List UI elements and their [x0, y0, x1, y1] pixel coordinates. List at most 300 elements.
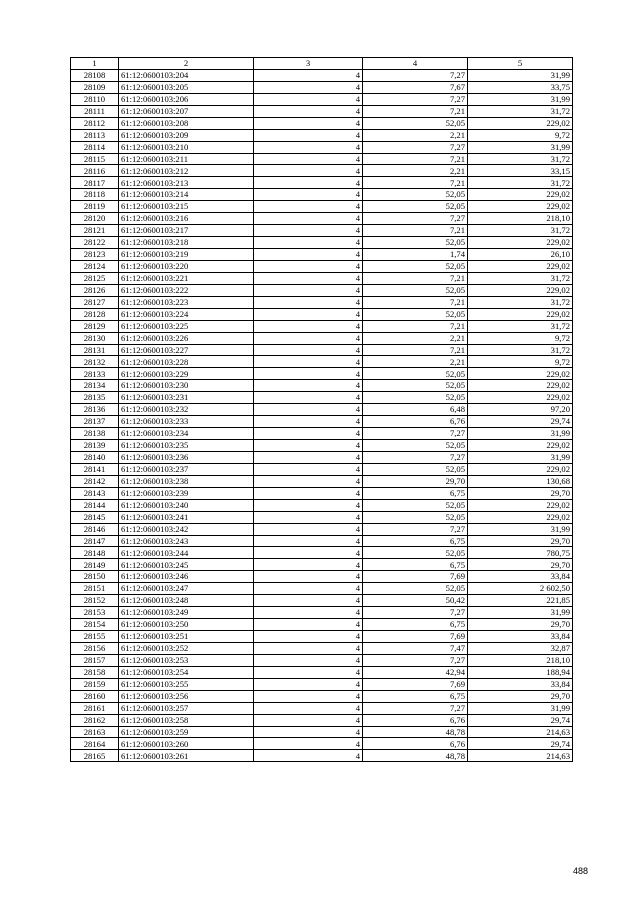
table-cell-col-3: 4 — [254, 332, 363, 344]
table-cell-col-2: 61:12:0600103:235 — [119, 440, 254, 452]
table-row — [71, 69, 573, 81]
table-row — [71, 260, 573, 272]
table-cell-col-4: 6,76 — [363, 714, 468, 726]
table-cell-col-2: 61:12:0600103:250 — [119, 619, 254, 631]
table-cell-col-5: 31,99 — [468, 428, 573, 440]
table-cell-col-4: 52,05 — [363, 237, 468, 249]
table-cell-col-5: 97,20 — [468, 404, 573, 416]
table-cell-col-3: 4 — [254, 392, 363, 404]
table-cell-col-3: 4 — [254, 499, 363, 511]
table-cell-col-5: 29,74 — [468, 738, 573, 750]
table-cell-col-1: 28123 — [71, 249, 119, 261]
table-cell-col-1: 28125 — [71, 272, 119, 284]
table-cell-col-5: 214,63 — [468, 726, 573, 738]
table-cell-col-2: 61:12:0600103:217 — [119, 225, 254, 237]
table-row — [71, 93, 573, 105]
table-cell-col-2: 61:12:0600103:251 — [119, 631, 254, 643]
table-cell-col-4: 7,21 — [363, 153, 468, 165]
table-cell-col-1: 28122 — [71, 237, 119, 249]
table-cell-col-3: 4 — [254, 690, 363, 702]
table-cell-col-5: 229,02 — [468, 392, 573, 404]
table-cell-col-2: 61:12:0600103:214 — [119, 189, 254, 201]
table-cell-col-3: 4 — [254, 272, 363, 284]
table-cell-col-4: 48,78 — [363, 726, 468, 738]
table-cell-col-1: 28131 — [71, 344, 119, 356]
table-cell-col-5: 229,02 — [468, 463, 573, 475]
table-cell-col-3: 4 — [254, 475, 363, 487]
table-cell-col-2: 61:12:0600103:227 — [119, 344, 254, 356]
table-cell-col-3: 4 — [254, 642, 363, 654]
table-cell-col-5: 221,85 — [468, 595, 573, 607]
table-cell-col-4: 42,94 — [363, 666, 468, 678]
table-cell-col-1: 28130 — [71, 332, 119, 344]
table-row — [71, 750, 573, 762]
table-cell-col-3: 4 — [254, 726, 363, 738]
table-row — [71, 535, 573, 547]
table-cell-col-5: 229,02 — [468, 368, 573, 380]
table-row — [71, 141, 573, 153]
table-cell-col-5: 32,87 — [468, 642, 573, 654]
table-cell-col-5: 188,94 — [468, 666, 573, 678]
table-cell-col-3: 4 — [254, 654, 363, 666]
table-cell-col-5: 31,72 — [468, 225, 573, 237]
table-row — [71, 320, 573, 332]
table-cell-col-3: 4 — [254, 666, 363, 678]
table-cell-col-2: 61:12:0600103:221 — [119, 272, 254, 284]
table-cell-col-5: 33,75 — [468, 81, 573, 93]
table-row — [71, 690, 573, 702]
page-number: 488 — [572, 866, 588, 876]
table-cell-col-5: 9,72 — [468, 332, 573, 344]
table-cell-col-1: 28111 — [71, 105, 119, 117]
table-cell-col-2: 61:12:0600103:240 — [119, 499, 254, 511]
table-cell-col-4: 52,05 — [363, 117, 468, 129]
table-row — [71, 332, 573, 344]
column-header-3: 3 — [254, 58, 363, 70]
table-cell-col-3: 4 — [254, 189, 363, 201]
table-cell-col-2: 61:12:0600103:211 — [119, 153, 254, 165]
table-cell-col-1: 28108 — [71, 69, 119, 81]
table-cell-col-3: 4 — [254, 320, 363, 332]
table-cell-col-3: 4 — [254, 559, 363, 571]
table-cell-col-1: 28109 — [71, 81, 119, 93]
table-cell-col-5: 29,74 — [468, 714, 573, 726]
table-cell-col-4: 2,21 — [363, 356, 468, 368]
table-cell-col-4: 7,47 — [363, 642, 468, 654]
table-cell-col-3: 4 — [254, 440, 363, 452]
table-cell-col-4: 7,21 — [363, 177, 468, 189]
table-cell-col-2: 61:12:0600103:238 — [119, 475, 254, 487]
table-cell-col-3: 4 — [254, 93, 363, 105]
table-cell-col-4: 52,05 — [363, 547, 468, 559]
table-cell-col-2: 61:12:0600103:253 — [119, 654, 254, 666]
table-cell-col-5: 31,99 — [468, 451, 573, 463]
table-cell-col-4: 7,21 — [363, 272, 468, 284]
table-cell-col-2: 61:12:0600103:230 — [119, 380, 254, 392]
table-cell-col-4: 6,75 — [363, 535, 468, 547]
table-cell-col-5: 33,84 — [468, 631, 573, 643]
table-cell-col-2: 61:12:0600103:244 — [119, 547, 254, 559]
table-cell-col-2: 61:12:0600103:204 — [119, 69, 254, 81]
table-cell-col-5: 229,02 — [468, 499, 573, 511]
table-cell-col-3: 4 — [254, 356, 363, 368]
table-cell-col-1: 28126 — [71, 284, 119, 296]
table-cell-col-4: 7,27 — [363, 654, 468, 666]
table-cell-col-1: 28147 — [71, 535, 119, 547]
table-row — [71, 475, 573, 487]
table-cell-col-3: 4 — [254, 368, 363, 380]
table-cell-col-4: 7,69 — [363, 678, 468, 690]
table-cell-col-2: 61:12:0600103:246 — [119, 571, 254, 583]
table-cell-col-4: 7,27 — [363, 141, 468, 153]
table-row — [71, 607, 573, 619]
table-cell-col-2: 61:12:0600103:255 — [119, 678, 254, 690]
table-cell-col-2: 61:12:0600103:249 — [119, 607, 254, 619]
table-cell-col-2: 61:12:0600103:225 — [119, 320, 254, 332]
table-cell-col-1: 28158 — [71, 666, 119, 678]
table-cell-col-1: 28114 — [71, 141, 119, 153]
table-cell-col-4: 6,48 — [363, 404, 468, 416]
table-cell-col-2: 61:12:0600103:223 — [119, 296, 254, 308]
table-cell-col-5: 229,02 — [468, 380, 573, 392]
table-row — [71, 380, 573, 392]
table-cell-col-2: 61:12:0600103:237 — [119, 463, 254, 475]
table-cell-col-4: 52,05 — [363, 392, 468, 404]
table-cell-col-1: 28121 — [71, 225, 119, 237]
table-cell-col-1: 28161 — [71, 702, 119, 714]
table-cell-col-4: 7,21 — [363, 344, 468, 356]
table-cell-col-1: 28164 — [71, 738, 119, 750]
table-row — [71, 738, 573, 750]
table-cell-col-4: 52,05 — [363, 260, 468, 272]
table-cell-col-1: 28132 — [71, 356, 119, 368]
table-row — [71, 296, 573, 308]
table-cell-col-4: 6,75 — [363, 619, 468, 631]
table-cell-col-1: 28129 — [71, 320, 119, 332]
table-cell-col-4: 7,27 — [363, 428, 468, 440]
table-cell-col-1: 28134 — [71, 380, 119, 392]
table-cell-col-1: 28140 — [71, 451, 119, 463]
table-cell-col-3: 4 — [254, 153, 363, 165]
table-cell-col-5: 26,10 — [468, 249, 573, 261]
table-cell-col-3: 4 — [254, 523, 363, 535]
table-cell-col-4: 7,69 — [363, 571, 468, 583]
table-cell-col-1: 28115 — [71, 153, 119, 165]
table-cell-col-3: 4 — [254, 105, 363, 117]
table-row — [71, 666, 573, 678]
table-row — [71, 213, 573, 225]
table-cell-col-1: 28159 — [71, 678, 119, 690]
table-cell-col-4: 6,76 — [363, 416, 468, 428]
table-cell-col-1: 28144 — [71, 499, 119, 511]
table-cell-col-3: 4 — [254, 583, 363, 595]
table-cell-col-2: 61:12:0600103:216 — [119, 213, 254, 225]
table-cell-col-3: 4 — [254, 714, 363, 726]
table-cell-col-1: 28153 — [71, 607, 119, 619]
table-cell-col-3: 4 — [254, 678, 363, 690]
table-cell-col-3: 4 — [254, 284, 363, 296]
table-cell-col-4: 48,78 — [363, 750, 468, 762]
table-cell-col-2: 61:12:0600103:239 — [119, 487, 254, 499]
table-row — [71, 344, 573, 356]
column-header-5: 5 — [468, 58, 573, 70]
table-cell-col-1: 28136 — [71, 404, 119, 416]
table-cell-col-3: 4 — [254, 535, 363, 547]
table-cell-col-3: 4 — [254, 631, 363, 643]
table-cell-col-1: 28139 — [71, 440, 119, 452]
table-row — [71, 368, 573, 380]
table-cell-col-3: 4 — [254, 225, 363, 237]
table-body — [71, 69, 573, 761]
table-cell-col-2: 61:12:0600103:254 — [119, 666, 254, 678]
table-cell-col-5: 9,72 — [468, 129, 573, 141]
table-row — [71, 81, 573, 93]
table-cell-col-2: 61:12:0600103:210 — [119, 141, 254, 153]
table-cell-col-5: 229,02 — [468, 189, 573, 201]
table-cell-col-4: 52,05 — [363, 201, 468, 213]
table-cell-col-4: 7,27 — [363, 702, 468, 714]
table-cell-col-2: 61:12:0600103:252 — [119, 642, 254, 654]
table-cell-col-4: 7,27 — [363, 451, 468, 463]
table-cell-col-4: 7,67 — [363, 81, 468, 93]
table-cell-col-4: 2,21 — [363, 165, 468, 177]
table-cell-col-1: 28116 — [71, 165, 119, 177]
table-cell-col-5: 229,02 — [468, 308, 573, 320]
table-row — [71, 237, 573, 249]
table-cell-col-2: 61:12:0600103:245 — [119, 559, 254, 571]
table-row — [71, 272, 573, 284]
table-cell-col-4: 7,27 — [363, 523, 468, 535]
table-cell-col-4: 6,76 — [363, 738, 468, 750]
table-cell-col-1: 28146 — [71, 523, 119, 535]
table-cell-col-2: 61:12:0600103:242 — [119, 523, 254, 535]
table-cell-col-2: 61:12:0600103:258 — [119, 714, 254, 726]
table-cell-col-3: 4 — [254, 201, 363, 213]
data-table — [70, 57, 573, 762]
table-cell-col-1: 28155 — [71, 631, 119, 643]
table-cell-col-3: 4 — [254, 117, 363, 129]
table-cell-col-4: 7,27 — [363, 213, 468, 225]
table-cell-col-4: 52,05 — [363, 583, 468, 595]
table-cell-col-3: 4 — [254, 260, 363, 272]
table-cell-col-2: 61:12:0600103:222 — [119, 284, 254, 296]
table-cell-col-1: 28135 — [71, 392, 119, 404]
table-cell-col-3: 4 — [254, 249, 363, 261]
table-header-row — [71, 58, 573, 70]
table-cell-col-5: 780,75 — [468, 547, 573, 559]
table-cell-col-1: 28143 — [71, 487, 119, 499]
table-cell-col-5: 31,99 — [468, 607, 573, 619]
table-cell-col-3: 4 — [254, 213, 363, 225]
table-cell-col-2: 61:12:0600103:241 — [119, 511, 254, 523]
table-cell-col-5: 31,99 — [468, 141, 573, 153]
table-cell-col-3: 4 — [254, 511, 363, 523]
table-cell-col-5: 214,63 — [468, 750, 573, 762]
table-cell-col-2: 61:12:0600103:218 — [119, 237, 254, 249]
table-cell-col-5: 31,99 — [468, 69, 573, 81]
table-cell-col-1: 28162 — [71, 714, 119, 726]
table-cell-col-2: 61:12:0600103:220 — [119, 260, 254, 272]
table-row — [71, 356, 573, 368]
table-cell-col-1: 28138 — [71, 428, 119, 440]
table-cell-col-4: 52,05 — [363, 380, 468, 392]
table-cell-col-2: 61:12:0600103:248 — [119, 595, 254, 607]
table-cell-col-3: 4 — [254, 547, 363, 559]
table-cell-col-5: 2 602,50 — [468, 583, 573, 595]
table-cell-col-1: 28154 — [71, 619, 119, 631]
table-cell-col-1: 28110 — [71, 93, 119, 105]
table-row — [71, 165, 573, 177]
table-cell-col-3: 4 — [254, 81, 363, 93]
table-cell-col-4: 7,21 — [363, 296, 468, 308]
table-row — [71, 571, 573, 583]
table-cell-col-4: 52,05 — [363, 368, 468, 380]
table-row — [71, 463, 573, 475]
table-cell-col-1: 28157 — [71, 654, 119, 666]
table-cell-col-5: 31,72 — [468, 344, 573, 356]
table-cell-col-3: 4 — [254, 344, 363, 356]
table-cell-col-4: 50,42 — [363, 595, 468, 607]
table-cell-col-5: 29,70 — [468, 559, 573, 571]
table-cell-col-5: 29,70 — [468, 487, 573, 499]
table-row — [71, 249, 573, 261]
table-cell-col-4: 52,05 — [363, 463, 468, 475]
table-row — [71, 714, 573, 726]
table-row — [71, 702, 573, 714]
table-cell-col-5: 218,10 — [468, 213, 573, 225]
table-cell-col-5: 31,72 — [468, 177, 573, 189]
table-cell-col-3: 4 — [254, 416, 363, 428]
table-cell-col-5: 29,74 — [468, 416, 573, 428]
table-cell-col-2: 61:12:0600103:260 — [119, 738, 254, 750]
table-row — [71, 117, 573, 129]
table-row — [71, 177, 573, 189]
table-cell-col-4: 52,05 — [363, 499, 468, 511]
table-cell-col-2: 61:12:0600103:215 — [119, 201, 254, 213]
table-cell-col-5: 31,99 — [468, 702, 573, 714]
table-cell-col-1: 28118 — [71, 189, 119, 201]
table-cell-col-1: 28117 — [71, 177, 119, 189]
table-cell-col-5: 29,70 — [468, 619, 573, 631]
table-row — [71, 201, 573, 213]
table-cell-col-5: 229,02 — [468, 117, 573, 129]
table-cell-col-3: 4 — [254, 129, 363, 141]
table-cell-col-1: 28137 — [71, 416, 119, 428]
table-cell-col-3: 4 — [254, 463, 363, 475]
table-row — [71, 511, 573, 523]
table-cell-col-5: 29,70 — [468, 690, 573, 702]
table-cell-col-3: 4 — [254, 595, 363, 607]
table-cell-col-2: 61:12:0600103:212 — [119, 165, 254, 177]
table-row — [71, 105, 573, 117]
table-cell-col-2: 61:12:0600103:209 — [119, 129, 254, 141]
table-cell-col-2: 61:12:0600103:256 — [119, 690, 254, 702]
table-row — [71, 440, 573, 452]
table-cell-col-4: 7,21 — [363, 225, 468, 237]
table-cell-col-5: 229,02 — [468, 237, 573, 249]
table-row — [71, 726, 573, 738]
table-cell-col-4: 7,27 — [363, 69, 468, 81]
table-cell-col-4: 7,27 — [363, 93, 468, 105]
table-cell-col-4: 2,21 — [363, 332, 468, 344]
table-row — [71, 225, 573, 237]
table-row — [71, 189, 573, 201]
table-cell-col-1: 28128 — [71, 308, 119, 320]
table-cell-col-1: 28148 — [71, 547, 119, 559]
table-cell-col-4: 52,05 — [363, 284, 468, 296]
table-row — [71, 392, 573, 404]
table-cell-col-3: 4 — [254, 428, 363, 440]
table-row — [71, 642, 573, 654]
table-cell-col-5: 31,72 — [468, 320, 573, 332]
table-row — [71, 487, 573, 499]
table-cell-col-2: 61:12:0600103:229 — [119, 368, 254, 380]
table-cell-col-4: 1,74 — [363, 249, 468, 261]
table-cell-col-5: 31,72 — [468, 105, 573, 117]
table-row — [71, 416, 573, 428]
table-cell-col-4: 52,05 — [363, 189, 468, 201]
table-cell-col-5: 9,72 — [468, 356, 573, 368]
table-cell-col-2: 61:12:0600103:247 — [119, 583, 254, 595]
table-cell-col-1: 28149 — [71, 559, 119, 571]
table-cell-col-1: 28160 — [71, 690, 119, 702]
table-cell-col-1: 28113 — [71, 129, 119, 141]
table-cell-col-1: 28133 — [71, 368, 119, 380]
table-cell-col-1: 28112 — [71, 117, 119, 129]
table-cell-col-3: 4 — [254, 571, 363, 583]
table-cell-col-2: 61:12:0600103:232 — [119, 404, 254, 416]
table-cell-col-5: 229,02 — [468, 440, 573, 452]
table-cell-col-5: 31,99 — [468, 523, 573, 535]
table-cell-col-4: 7,27 — [363, 607, 468, 619]
table-row — [71, 153, 573, 165]
table-row — [71, 428, 573, 440]
table-cell-col-3: 4 — [254, 451, 363, 463]
table-cell-col-5: 229,02 — [468, 284, 573, 296]
table-cell-col-2: 61:12:0600103:259 — [119, 726, 254, 738]
column-header-2: 2 — [119, 58, 254, 70]
table-cell-col-5: 31,99 — [468, 93, 573, 105]
table-row — [71, 404, 573, 416]
table-cell-col-5: 33,84 — [468, 678, 573, 690]
table-cell-col-1: 28152 — [71, 595, 119, 607]
table-cell-col-3: 4 — [254, 380, 363, 392]
table-cell-col-1: 28145 — [71, 511, 119, 523]
table-cell-col-2: 61:12:0600103:236 — [119, 451, 254, 463]
table-cell-col-3: 4 — [254, 69, 363, 81]
table-row — [71, 619, 573, 631]
table-cell-col-2: 61:12:0600103:208 — [119, 117, 254, 129]
table-cell-col-3: 4 — [254, 404, 363, 416]
table-cell-col-3: 4 — [254, 738, 363, 750]
table-cell-col-4: 52,05 — [363, 511, 468, 523]
table-cell-col-2: 61:12:0600103:257 — [119, 702, 254, 714]
table-row — [71, 523, 573, 535]
table-cell-col-1: 28142 — [71, 475, 119, 487]
table-cell-col-4: 7,69 — [363, 631, 468, 643]
table-cell-col-1: 28119 — [71, 201, 119, 213]
table-cell-col-2: 61:12:0600103:233 — [119, 416, 254, 428]
table-cell-col-5: 33,84 — [468, 571, 573, 583]
table-cell-col-4: 6,75 — [363, 690, 468, 702]
table-cell-col-4: 52,05 — [363, 308, 468, 320]
table-cell-col-4: 7,21 — [363, 105, 468, 117]
table-cell-col-4: 6,75 — [363, 487, 468, 499]
table-cell-col-2: 61:12:0600103:243 — [119, 535, 254, 547]
table-cell-col-3: 4 — [254, 237, 363, 249]
table-cell-col-3: 4 — [254, 607, 363, 619]
table-cell-col-5: 29,70 — [468, 535, 573, 547]
